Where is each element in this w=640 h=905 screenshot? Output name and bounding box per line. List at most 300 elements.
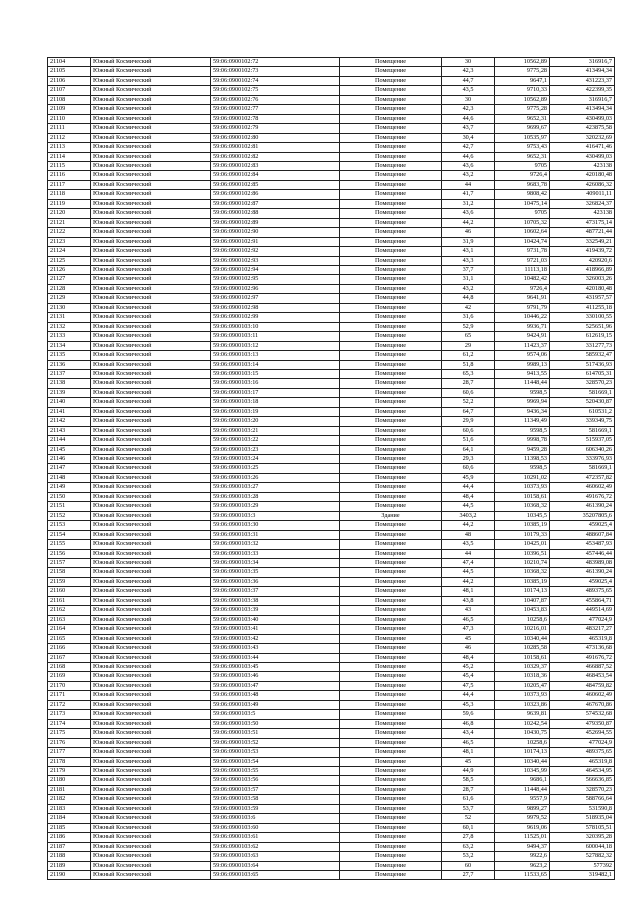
row-number-cell: 21139 (48, 388, 91, 397)
cadastral-value-cell: 612619,15 (550, 332, 615, 341)
area-cell: 46,5 (442, 615, 495, 624)
table-row (48, 748, 615, 757)
table-row (48, 833, 615, 842)
cadastral-number-cell: 59:06:0900103:54 (211, 757, 340, 766)
cadastral-value-cell: 420920,6 (550, 256, 615, 265)
cadastral-value-cell: 468453,54 (550, 672, 615, 681)
unit-value-cell: 10340,44 (495, 757, 550, 766)
cadastral-number-cell: 59:06:0900102:82 (211, 152, 340, 161)
area-cell: 27,8 (442, 833, 495, 842)
cadastral-value-cell: 460602,49 (550, 483, 615, 492)
row-number-cell: 21174 (48, 719, 91, 728)
unit-value-cell: 9775,28 (495, 67, 550, 76)
unit-value-cell: 10174,13 (495, 587, 550, 596)
cadastral-value-cell: 328570,23 (550, 785, 615, 794)
cadastral-number-cell: 59:06:0900103:51 (211, 729, 340, 738)
district-cell: Южный Космический (91, 426, 211, 435)
area-cell: 60 (442, 861, 495, 870)
unit-value-cell: 9936,71 (495, 322, 550, 331)
unit-value-cell: 9641,91 (495, 294, 550, 303)
table-row (48, 455, 615, 464)
cadastral-number-cell: 59:06:0900103:15 (211, 369, 340, 378)
district-cell: Южный Космический (91, 436, 211, 445)
object-type-cell: Помещение (340, 540, 442, 549)
cadastral-value-cell: 488607,84 (550, 530, 615, 539)
district-cell: Южный Космический (91, 86, 211, 95)
cadastral-value-cell: 423138 (550, 161, 615, 170)
cadastral-number-cell: 59:06:0900102:84 (211, 171, 340, 180)
object-type-cell: Помещение (340, 785, 442, 794)
table-row (48, 369, 615, 378)
table-row (48, 842, 615, 851)
cadastral-number-cell: 59:06:0900102:94 (211, 265, 340, 274)
table-row (48, 814, 615, 823)
district-cell: Южный Космический (91, 171, 211, 180)
area-cell: 45,4 (442, 672, 495, 681)
unit-value-cell: 9731,78 (495, 247, 550, 256)
unit-value-cell: 11349,49 (495, 417, 550, 426)
object-type-cell: Помещение (340, 180, 442, 189)
cadastral-value-cell: 487721,44 (550, 228, 615, 237)
table-row (48, 171, 615, 180)
table-row (48, 710, 615, 719)
table-row (48, 237, 615, 246)
unit-value-cell: 9436,34 (495, 407, 550, 416)
cadastral-number-cell: 59:06:0900102:91 (211, 237, 340, 246)
unit-value-cell: 9998,78 (495, 436, 550, 445)
area-cell: 37,7 (442, 265, 495, 274)
area-cell: 28,7 (442, 785, 495, 794)
object-type-cell: Помещение (340, 426, 442, 435)
table-row (48, 445, 615, 454)
area-cell: 44,6 (442, 114, 495, 123)
table-row (48, 615, 615, 624)
row-number-cell: 21189 (48, 861, 91, 870)
row-number-cell: 21180 (48, 776, 91, 785)
object-type-cell: Помещение (340, 190, 442, 199)
object-type-cell: Помещение (340, 776, 442, 785)
table-row (48, 86, 615, 95)
row-number-cell: 21117 (48, 180, 91, 189)
cadastral-number-cell: 59:06:0900103:19 (211, 407, 340, 416)
area-cell: 47,3 (442, 625, 495, 634)
cadastral-number-cell: 59:06:0900103:65 (211, 870, 340, 879)
object-type-cell: Помещение (340, 795, 442, 804)
area-cell: 29 (442, 341, 495, 350)
table-row (48, 161, 615, 170)
row-number-cell: 21176 (48, 738, 91, 747)
area-cell: 43,6 (442, 209, 495, 218)
unit-value-cell: 10373,93 (495, 691, 550, 700)
table-row (48, 587, 615, 596)
object-type-cell: Помещение (340, 852, 442, 861)
district-cell: Южный Космический (91, 152, 211, 161)
object-type-cell: Помещение (340, 313, 442, 322)
cadastral-value-cell: 430499,03 (550, 152, 615, 161)
cadastral-value-cell: 455864,71 (550, 596, 615, 605)
cadastral-number-cell: 59:06:0900103:56 (211, 776, 340, 785)
object-type-cell: Помещение (340, 483, 442, 492)
area-cell: 64,1 (442, 445, 495, 454)
object-type-cell: Помещение (340, 870, 442, 879)
row-number-cell: 21144 (48, 436, 91, 445)
cadastral-value-cell: 453487,93 (550, 540, 615, 549)
area-cell: 43,3 (442, 256, 495, 265)
cadastral-number-cell: 59:06:0900102:81 (211, 143, 340, 152)
row-number-cell: 21160 (48, 587, 91, 596)
cadastral-value-cell: 614705,31 (550, 369, 615, 378)
area-cell: 43 (442, 606, 495, 615)
cadastral-value-cell: 464534,95 (550, 766, 615, 775)
district-cell: Южный Космический (91, 58, 211, 67)
district-cell: Южный Космический (91, 540, 211, 549)
cadastral-value-cell: 333976,93 (550, 455, 615, 464)
cadastral-value-cell: 422399,35 (550, 86, 615, 95)
object-type-cell: Помещение (340, 606, 442, 615)
cadastral-value-cell: 578105,51 (550, 823, 615, 832)
area-cell: 44,7 (442, 76, 495, 85)
object-type-cell: Помещение (340, 738, 442, 747)
cadastral-value-cell: 416471,46 (550, 143, 615, 152)
unit-value-cell: 11398,53 (495, 455, 550, 464)
object-type-cell: Помещение (340, 757, 442, 766)
cadastral-number-cell: 59:06:0900103:20 (211, 417, 340, 426)
cadastral-number-cell: 59:06:0900103:58 (211, 795, 340, 804)
table-row (48, 417, 615, 426)
object-type-cell: Помещение (340, 284, 442, 293)
cadastral-value-cell: 423875,58 (550, 124, 615, 133)
cadastral-value-cell: 531590,8 (550, 804, 615, 813)
cadastral-number-cell: 59:06:0900102:76 (211, 95, 340, 104)
object-type-cell: Помещение (340, 209, 442, 218)
row-number-cell: 21130 (48, 303, 91, 312)
unit-value-cell: 10407,87 (495, 596, 550, 605)
cadastral-value-cell: 320232,69 (550, 133, 615, 142)
table-row (48, 729, 615, 738)
object-type-cell: Помещение (340, 587, 442, 596)
cadastral-number-cell: 59:06:0900103:31 (211, 530, 340, 539)
cadastral-number-cell: 59:06:0900103:24 (211, 455, 340, 464)
cadastral-value-cell: 431957,57 (550, 294, 615, 303)
table-row (48, 681, 615, 690)
unit-value-cell: 9647,1 (495, 76, 550, 85)
table-row (48, 511, 615, 520)
cadastral-number-cell: 59:06:0900102:99 (211, 313, 340, 322)
district-cell: Южный Космический (91, 275, 211, 284)
row-number-cell: 21182 (48, 795, 91, 804)
cadastral-number-cell: 59:06:0900103:23 (211, 445, 340, 454)
row-number-cell: 21184 (48, 814, 91, 823)
cadastral-value-cell: 418966,89 (550, 265, 615, 274)
table-row (48, 228, 615, 237)
area-cell: 44,5 (442, 568, 495, 577)
unit-value-cell: 10205,47 (495, 681, 550, 690)
row-number-cell: 21183 (48, 804, 91, 813)
unit-value-cell: 9710,33 (495, 86, 550, 95)
district-cell: Южный Космический (91, 407, 211, 416)
row-number-cell: 21132 (48, 322, 91, 331)
cadastral-number-cell: 59:06:0900102:80 (211, 133, 340, 142)
table-row (48, 502, 615, 511)
object-type-cell: Помещение (340, 559, 442, 568)
cadastral-value-cell: 483989,08 (550, 559, 615, 568)
cadastral-value-cell: 491676,72 (550, 653, 615, 662)
cadastral-value-cell: 461390,24 (550, 502, 615, 511)
district-cell: Южный Космический (91, 842, 211, 851)
district-cell: Южный Космический (91, 795, 211, 804)
cadastral-value-cell: 520430,87 (550, 398, 615, 407)
unit-value-cell: 9459,28 (495, 445, 550, 454)
cadastral-value-cell: 606340,26 (550, 445, 615, 454)
unit-value-cell: 9598,5 (495, 388, 550, 397)
unit-value-cell: 10345,99 (495, 766, 550, 775)
cadastral-value-cell: 326824,37 (550, 199, 615, 208)
object-type-cell: Помещение (340, 729, 442, 738)
cadastral-value-cell: 585932,47 (550, 351, 615, 360)
district-cell: Южный Космический (91, 672, 211, 681)
district-cell: Южный Космический (91, 379, 211, 388)
row-number-cell: 21142 (48, 417, 91, 426)
cadastral-value-cell: 467670,86 (550, 700, 615, 709)
district-cell: Южный Космический (91, 776, 211, 785)
cadastral-number-cell: 59:06:0900103:47 (211, 681, 340, 690)
cadastral-number-cell: 59:06:0900102:95 (211, 275, 340, 284)
cadastral-number-cell: 59:06:0900102:74 (211, 76, 340, 85)
cadastral-number-cell: 59:06:0900103:27 (211, 483, 340, 492)
district-cell: Южный Космический (91, 161, 211, 170)
row-number-cell: 21138 (48, 379, 91, 388)
table-row (48, 388, 615, 397)
row-number-cell: 21114 (48, 152, 91, 161)
table-row (48, 559, 615, 568)
row-number-cell: 21125 (48, 256, 91, 265)
object-type-cell: Помещение (340, 464, 442, 473)
district-cell: Южный Космический (91, 521, 211, 530)
unit-value-cell: 9686,1 (495, 776, 550, 785)
cadastral-number-cell: 59:06:0900103:48 (211, 691, 340, 700)
cadastral-number-cell: 59:06:0900102:90 (211, 228, 340, 237)
unit-value-cell: 10430,75 (495, 729, 550, 738)
cadastral-value-cell: 426086,32 (550, 180, 615, 189)
district-cell: Южный Космический (91, 237, 211, 246)
district-cell: Южный Космический (91, 265, 211, 274)
unit-value-cell: 9989,13 (495, 360, 550, 369)
object-type-cell: Помещение (340, 814, 442, 823)
unit-value-cell: 10482,42 (495, 275, 550, 284)
table-row (48, 492, 615, 501)
table-row (48, 114, 615, 123)
cadastral-value-cell: 525651,96 (550, 322, 615, 331)
area-cell: 44,6 (442, 152, 495, 161)
object-type-cell: Помещение (340, 152, 442, 161)
unit-value-cell: 9979,52 (495, 814, 550, 823)
district-cell: Южный Космический (91, 473, 211, 482)
object-type-cell: Помещение (340, 398, 442, 407)
area-cell: 47,5 (442, 681, 495, 690)
unit-value-cell: 10258,6 (495, 615, 550, 624)
table-row (48, 95, 615, 104)
district-cell: Южный Космический (91, 852, 211, 861)
object-type-cell: Помещение (340, 691, 442, 700)
object-type-cell: Помещение (340, 644, 442, 653)
unit-value-cell: 10385,19 (495, 577, 550, 586)
table-row (48, 275, 615, 284)
cadastral-number-cell: 59:06:0900103:5 (211, 710, 340, 719)
object-type-cell: Помещение (340, 332, 442, 341)
unit-value-cell: 10179,33 (495, 530, 550, 539)
cadastral-value-cell: 491676,72 (550, 492, 615, 501)
cadastral-value-cell: 517436,93 (550, 360, 615, 369)
cadastral-number-cell: 59:06:0900103:42 (211, 634, 340, 643)
row-number-cell: 21112 (48, 133, 91, 142)
district-cell: Южный Космический (91, 823, 211, 832)
area-cell: 42,7 (442, 143, 495, 152)
row-number-cell: 21129 (48, 294, 91, 303)
unit-value-cell: 9652,31 (495, 114, 550, 123)
row-number-cell: 21119 (48, 199, 91, 208)
area-cell: 30 (442, 58, 495, 67)
area-cell: 43,2 (442, 284, 495, 293)
area-cell: 61,6 (442, 795, 495, 804)
object-type-cell: Помещение (340, 823, 442, 832)
unit-value-cell: 9683,78 (495, 180, 550, 189)
cadastral-number-cell: 59:06:0900102:88 (211, 209, 340, 218)
cadastral-value-cell: 413494,34 (550, 105, 615, 114)
district-cell: Южный Космический (91, 511, 211, 520)
district-cell: Южный Космический (91, 455, 211, 464)
object-type-cell: Помещение (340, 369, 442, 378)
object-type-cell: Помещение (340, 842, 442, 851)
unit-value-cell: 10242,54 (495, 719, 550, 728)
cadastral-number-cell: 59:06:0900103:45 (211, 663, 340, 672)
area-cell: 51,6 (442, 436, 495, 445)
district-cell: Южный Космический (91, 502, 211, 511)
cadastral-value-cell: 574532,68 (550, 710, 615, 719)
cadastral-value-cell: 484759,82 (550, 681, 615, 690)
cadastral-number-cell: 59:06:0900103:28 (211, 492, 340, 501)
cadastral-number-cell: 59:06:0900103:34 (211, 559, 340, 568)
table-row (48, 398, 615, 407)
cadastral-number-cell: 59:06:0900103:38 (211, 596, 340, 605)
table-row (48, 766, 615, 775)
row-number-cell: 21108 (48, 95, 91, 104)
area-cell: 41,7 (442, 190, 495, 199)
area-cell: 59,6 (442, 710, 495, 719)
table-row (48, 199, 615, 208)
cadastral-value-cell: 600044,18 (550, 842, 615, 851)
area-cell: 44,5 (442, 502, 495, 511)
area-cell: 53,7 (442, 804, 495, 813)
cadastral-value-cell: 339349,75 (550, 417, 615, 426)
object-type-cell: Помещение (340, 95, 442, 104)
cadastral-value-cell: 423138 (550, 209, 615, 218)
district-cell: Южный Космический (91, 766, 211, 775)
area-cell: 45,3 (442, 700, 495, 709)
area-cell: 43,4 (442, 729, 495, 738)
cadastral-value-cell: 577392 (550, 861, 615, 870)
unit-value-cell: 10285,58 (495, 644, 550, 653)
area-cell: 44,8 (442, 294, 495, 303)
row-number-cell: 21161 (48, 596, 91, 605)
cadastral-value-cell: 420180,48 (550, 171, 615, 180)
table-row (48, 67, 615, 76)
cadastral-value-cell: 459025,4 (550, 577, 615, 586)
row-number-cell: 21104 (48, 58, 91, 67)
area-cell: 46,8 (442, 719, 495, 728)
unit-value-cell: 10602,64 (495, 228, 550, 237)
area-cell: 45 (442, 757, 495, 766)
table-row (48, 58, 615, 67)
table-row (48, 190, 615, 199)
object-type-cell: Помещение (340, 351, 442, 360)
unit-value-cell: 10535,97 (495, 133, 550, 142)
cadastral-value-cell: 316916,7 (550, 58, 615, 67)
area-cell: 52,9 (442, 322, 495, 331)
cadastral-value-cell: 588766,64 (550, 795, 615, 804)
object-type-cell: Помещение (340, 861, 442, 870)
unit-value-cell: 10562,89 (495, 58, 550, 67)
cadastral-number-cell: 59:06:0900102:77 (211, 105, 340, 114)
row-number-cell: 21150 (48, 492, 91, 501)
object-type-cell: Помещение (340, 322, 442, 331)
unit-value-cell: 9574,06 (495, 351, 550, 360)
cadastral-value-table (47, 57, 615, 880)
district-cell: Южный Космический (91, 398, 211, 407)
table-row (48, 464, 615, 473)
row-number-cell: 21106 (48, 76, 91, 85)
table-row (48, 577, 615, 586)
unit-value-cell: 9808,42 (495, 190, 550, 199)
row-number-cell: 21159 (48, 577, 91, 586)
unit-value-cell: 9699,67 (495, 124, 550, 133)
object-type-cell: Здание (340, 511, 442, 520)
cadastral-value-cell: 581669,1 (550, 426, 615, 435)
area-cell: 29,3 (442, 455, 495, 464)
object-type-cell: Помещение (340, 143, 442, 152)
district-cell: Южный Космический (91, 76, 211, 85)
area-cell: 60,6 (442, 388, 495, 397)
row-number-cell: 21187 (48, 842, 91, 851)
unit-value-cell: 10210,74 (495, 559, 550, 568)
table-row (48, 247, 615, 256)
object-type-cell: Помещение (340, 748, 442, 757)
row-number-cell: 21178 (48, 757, 91, 766)
cadastral-value-cell: 581669,1 (550, 388, 615, 397)
unit-value-cell: 9899,27 (495, 804, 550, 813)
cadastral-value-cell: 483217,27 (550, 625, 615, 634)
unit-value-cell: 10216,01 (495, 625, 550, 634)
area-cell: 60,6 (442, 426, 495, 435)
unit-value-cell: 9726,4 (495, 171, 550, 180)
area-cell: 43,5 (442, 86, 495, 95)
table-row (48, 540, 615, 549)
object-type-cell: Помещение (340, 171, 442, 180)
row-number-cell: 21126 (48, 265, 91, 274)
cadastral-number-cell: 59:06:0900102:78 (211, 114, 340, 123)
district-cell: Южный Космический (91, 870, 211, 879)
row-number-cell: 21173 (48, 710, 91, 719)
district-cell: Южный Космический (91, 785, 211, 794)
row-number-cell: 21156 (48, 549, 91, 558)
table-row (48, 596, 615, 605)
area-cell: 3403,2 (442, 511, 495, 520)
cadastral-value-cell: 319482,1 (550, 870, 615, 879)
cadastral-value-cell: 326003,26 (550, 275, 615, 284)
cadastral-number-cell: 59:06:0900103:52 (211, 738, 340, 747)
cadastral-value-cell: 413494,34 (550, 67, 615, 76)
table-row (48, 313, 615, 322)
cadastral-number-cell: 59:06:0900103:41 (211, 625, 340, 634)
